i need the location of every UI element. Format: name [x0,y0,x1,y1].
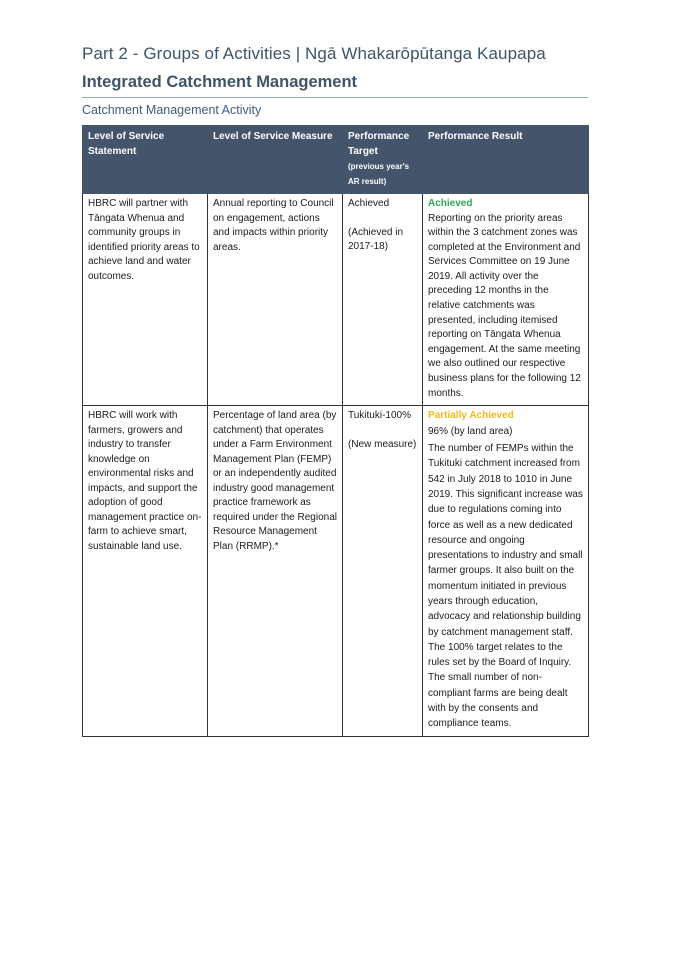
column-header-measure: Level of Service Measure [208,126,343,194]
target-previous-result: (Achieved in 2017-18) [348,226,404,252]
target-value: Tukituki-100% [348,410,411,422]
statement-cell: HBRC will work with farmers, growers and industry to transfer knowledge on environmental risks and impacts, and support the adoption of good management practice on-farm to achieve smart, sustainable land use. [83,406,208,736]
result-text: Reporting on the priority areas within the 3 catchment zones was completed at the Environment and Services Committee on 19 June 2019. All activity over the preceding 12 months in the relative catchments was presented, including itemised reporting on Tāngata Whenua engagement. At the same meeting we also outlined our respective business plans for the following 12 months. [428,212,581,399]
column-header-target-note: (previous year's AR result) [348,162,410,186]
table-header-row [83,126,589,194]
title-divider [82,97,588,98]
target-cell [343,194,423,406]
result-cell [423,194,589,406]
section-title: Integrated Catchment Management [82,73,358,91]
column-header-target-label: Performance Target [348,131,410,157]
column-header-result: Performance Result [423,126,589,194]
measure-cell: Percentage of land area (by catchment) that operates under a Farm Environment Management Plan (FEMP) or an independently audited industry good management practice framework as required under the Regional Resource Management Plan (RRMP).* [208,406,343,736]
page-title: Part 2 - Groups of Activities | Ngā Whakarōpūtanga Kaupapa [82,44,546,63]
result-summary: 96% (by land area) [428,425,513,437]
status-badge: Achieved [428,198,473,209]
result-text: The number of FEMPs within the Tukituki catchment increased from 542 in July 2018 to 1010 in June 2019. This significant increase was due to regulations coming into force as well as a new dedicated resource and ongoing presentations to industry and small farmer groups. It also built on the momentum initiated in previous years through education, advocacy and relationship building by catchment management staff. The 100% target relates to the rules set by the Board of Inquiry. The small number of non-compliant farms are being dealt with by the consents and compliance teams. [428,443,583,730]
result-cell [423,406,589,736]
statement-cell: HBRC will partner with Tāngata Whenua and community groups in identified priority areas to achieve land and water outcomes. [83,194,208,406]
column-header-target [343,126,423,194]
activity-title: Catchment Management Activity [82,103,262,117]
table-row [83,194,589,406]
target-cell [343,406,423,736]
table-row [83,406,589,736]
status-badge: Partially Achieved [428,410,514,422]
target-previous-result: (New measure) [348,438,417,450]
measure-cell: Annual reporting to Council on engagement, actions and impacts within priority areas. [208,194,343,406]
service-table [82,125,589,737]
target-value: Achieved [348,198,390,209]
column-header-statement: Level of Service Statement [83,126,208,194]
